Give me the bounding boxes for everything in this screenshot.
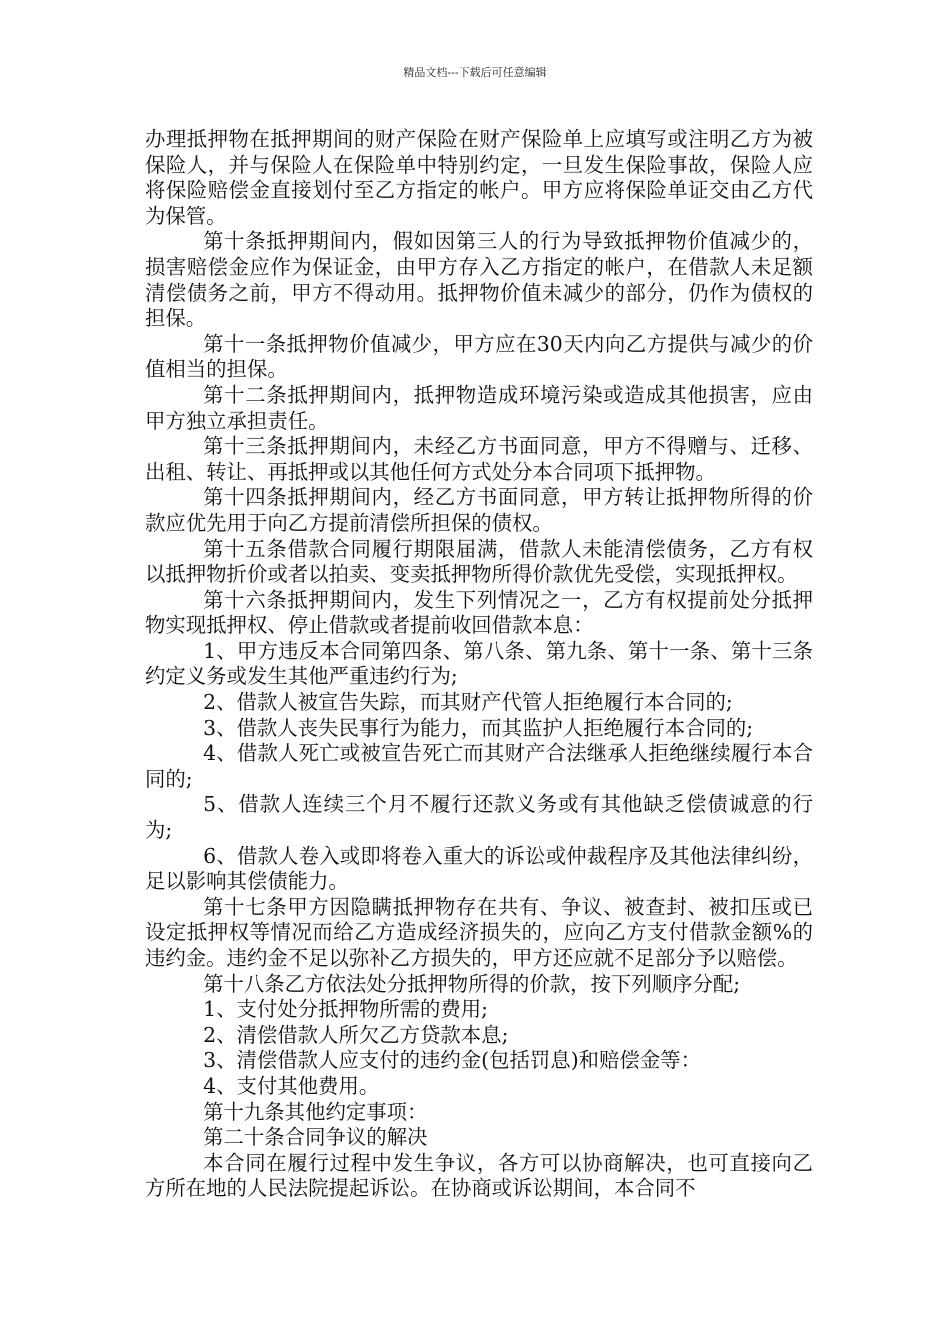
- document-body: [145, 127, 813, 1202]
- article-10: 第十条抵押期间内，假如因第三人的行为导致抵押物价值减少的，损害赔偿金应作为保证金，由甲方存入乙方指定的帐户，在借款人未足额清偿债务之前，甲方不得动用。抵押物价值未减少的部分，仍作为债权的担保。: [145, 229, 813, 331]
- article-16: 第十六条抵押期间内，发生下列情况之一，乙方有权提前处分抵押物实现抵押权、停止借款或者提前收回借款本息：: [145, 587, 813, 638]
- paragraph: 办理抵押物在抵押期间的财产保险在财产保险单上应填写或注明乙方为被保险人，并与保险人在保险单中特别约定，一旦发生保险事故，保险人应将保险赔偿金直接划付至乙方指定的帐户。甲方应将保险单证交由乙方代为保管。: [145, 127, 813, 228]
- list-item: 2、借款人被宣告失踪，而其财产代管人拒绝履行本合同的;: [203, 690, 733, 715]
- article-14: 第十四条抵押期间内，经乙方书面同意，甲方转让抵押物所得的价款应优先用于向乙方提前清偿所担保的债权。: [145, 485, 813, 535]
- article-18: 第十八条乙方依法处分抵押物所得的价款，按下列顺序分配;: [203, 971, 741, 996]
- list-item: 4、支付其他费用。: [203, 1073, 380, 1098]
- article-15: 第十五条借款合同履行期限届满，借款人未能清偿债务，乙方有权以抵押物折价或者以拍卖、变卖抵押物所得价款优先受偿，实现抵押权。: [145, 536, 813, 587]
- page-header: 精品文档---下载后可任意编辑: [403, 66, 547, 79]
- paragraph: 本合同在履行过程中发生争议，各方可以协商解决，也可直接向乙方所在地的人民法院提起诉讼。在协商或诉讼期间，本合同不: [145, 1150, 813, 1201]
- article-11: 第十一条抵押物价值减少，甲方应在30天内向乙方提供与减少的价值相当的担保。: [145, 331, 813, 382]
- list-item: 1、甲方违反本合同第四条、第八条、第九条、第十一条、第十三条约定义务或发生其他严重违约行为;: [145, 638, 813, 689]
- article-19: 第十九条其他约定事项：: [203, 1099, 428, 1124]
- list-item: 3、借款人丧失民事行为能力，而其监护人拒绝履行本合同的;: [203, 715, 754, 740]
- list-item: 6、借款人卷入或即将卷入重大的诉讼或仲裁程序及其他法律纠纷，足以影响其偿债能力。: [145, 843, 813, 894]
- list-item: 3、清偿借款人应支付的违约金(包括罚息)和赔偿金等：: [203, 1048, 701, 1073]
- list-item: 1、支付处分抵押物所需的费用;: [203, 997, 489, 1022]
- list-item: 4、借款人死亡或被宣告死亡而其财产合法继承人拒绝继续履行本合同的;: [145, 741, 813, 791]
- article-13: 第十三条抵押期间内，未经乙方书面同意，甲方不得赠与、迁移、出租、转让、再抵押或以其他任何方式处分本合同项下抵押物。: [145, 434, 813, 484]
- article-20: 第二十条合同争议的解决: [203, 1125, 428, 1150]
- article-17: 第十七条甲方因隐瞒抵押物存在共有、争议、被查封、被扣压或已设定抵押权等情况而给乙方造成经济损失的，应向乙方支付借款金额%的违约金。违约金不足以弥补乙方损失的，甲方还应就不足部分予以赔偿。: [145, 894, 813, 970]
- list-item: 2、清偿借款人所欠乙方贷款本息;: [203, 1022, 509, 1047]
- list-item: 5、借款人连续三个月不履行还款义务或有其他缺乏偿债诚意的行为;: [145, 792, 813, 843]
- article-12: 第十二条抵押期间内，抵押物造成环境污染或造成其他损害，应由甲方独立承担责任。: [145, 382, 813, 433]
